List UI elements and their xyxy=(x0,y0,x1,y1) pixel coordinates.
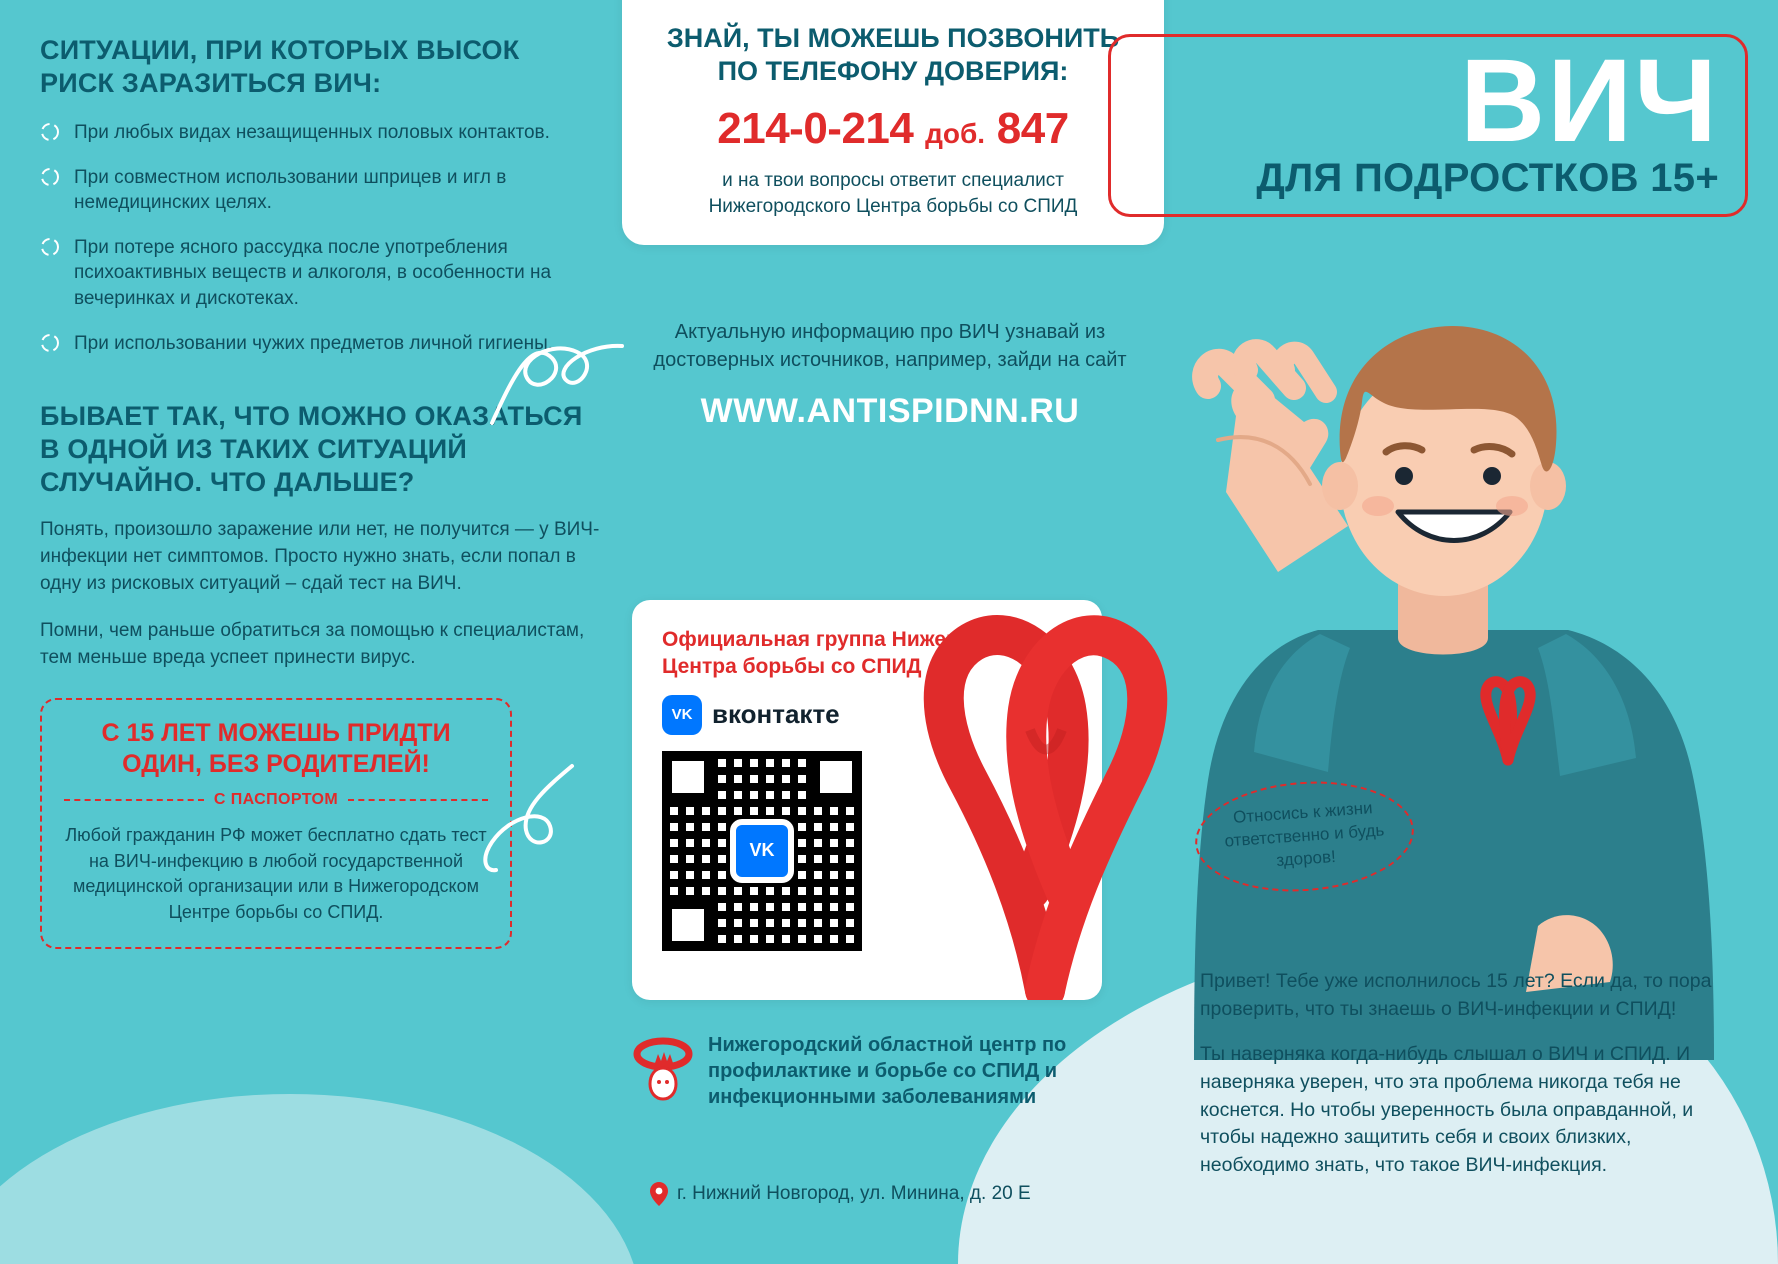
squiggle-decoration-left xyxy=(482,318,652,438)
page-subtitle: ДЛЯ ПОДРОСТКОВ 15+ xyxy=(1256,155,1719,200)
accident-paragraph-2: Помни, чем раньше обратиться за помощью к специалистам, тем меньше вреда успеет принести вирус. xyxy=(40,620,585,669)
address-text: г. Нижний Новгород, ул. Минина, д. 20 Е xyxy=(677,1183,1031,1204)
page-title: ВИЧ xyxy=(1460,35,1719,167)
circle-arrows-icon xyxy=(40,333,60,353)
teen-boy-illustration xyxy=(1068,300,1768,1060)
divider-line-left xyxy=(64,799,204,801)
reliable-sources-text: Актуальную информацию про ВИЧ узнавай из достоверных источников, например, зайди на сайт xyxy=(653,321,1127,371)
accident-heading: БЫВАЕТ ТАК, ЧТО МОЖНО ОКАЗАТЬСЯ В ОДНОЙ ИЗ ТАКИХ СИТУАЦИЙ СЛУЧАЙНО. ЧТО ДАЛЬШЕ? xyxy=(40,401,583,498)
qr-corner-icon xyxy=(662,899,714,951)
free-test-body: Любой гражданин РФ может бесплатно сдать тест на ВИЧ-инфекцию в любой государственной медицинской организации или в Нижегородском Центре борьбы со СПИД. xyxy=(65,825,487,922)
squiggle-decoration-lower xyxy=(452,760,582,880)
passport-label: С ПАСПОРТОМ xyxy=(213,791,339,809)
passport-divider xyxy=(64,791,488,809)
list-item-label: При потере ясного рассудка после употребления психоактивных веществ и алкоголя, в особенности на вечеринках и дискотеках. xyxy=(74,236,552,310)
list-item-label: При совместном использовании шприцев и игл в немедицинских целях. xyxy=(74,166,507,214)
vk-brand-row xyxy=(662,695,1072,735)
vk-group-title: Официальная группа Нижегородского Центра борьбы со СПИД xyxy=(662,628,1062,679)
list-item xyxy=(40,120,600,146)
circle-arrows-icon xyxy=(40,122,60,142)
hotline-number-row xyxy=(652,104,1134,154)
list-item-label: При любых видах незащищенных половых контактов. xyxy=(74,121,550,143)
qr-center-icon: VK xyxy=(730,819,794,883)
hotline-number: 214-0-214 xyxy=(717,103,914,153)
free-test-callout xyxy=(40,698,512,949)
list-item xyxy=(40,165,600,216)
intro-paragraph-1: Привет! Тебе уже исполнилось 15 лет? Если да, то пора проверить, что ты знаешь о ВИЧ-инфекции и СПИД! xyxy=(1200,970,1712,1020)
hotline-ext-word: доб. xyxy=(925,117,986,149)
intro-paragraph-2: Ты наверняка когда-нибудь слышал о ВИЧ и СПИД. И наверняка уверен, что эта проблема никогда тебя не коснется. Но чтобы уверенность была оправданной, и чтобы надежно защитить себя и своих близких, необходимо знать, что такое ВИЧ-инфекция. xyxy=(1200,1043,1694,1177)
accident-paragraph-1: Понять, произошло заражение или нет, не получится — у ВИЧ-инфекции нет симптомов. Просто нужно знать, если попал в одну из рисковых ситуаций – сдай тест на ВИЧ. xyxy=(40,519,600,595)
deer-emblem-icon xyxy=(632,1032,694,1104)
circle-arrows-icon xyxy=(40,237,60,257)
qr-code[interactable] xyxy=(662,751,862,951)
poster-title-box xyxy=(1108,34,1748,217)
free-test-title: С 15 ЛЕТ МОЖЕШЬ ПРИДТИ ОДИН, БЕЗ РОДИТЕЛЕЙ! xyxy=(101,719,451,778)
hotline-card xyxy=(622,0,1164,245)
website-url[interactable]: WWW.ANTISPIDNN.RU xyxy=(700,392,1080,430)
hotline-heading: ЗНАЙ, ТЫ МОЖЕШЬ ПОЗВОНИТЬ ПО ТЕЛЕФОНУ ДОВЕРИЯ: xyxy=(666,23,1120,86)
location-pin-icon xyxy=(650,1182,668,1206)
list-item xyxy=(40,235,600,312)
organization-block xyxy=(632,1032,1132,1110)
vk-group-card[interactable] xyxy=(632,600,1102,1000)
hotline-note: и на твои вопросы ответит специалист Нижегородского Центра борьбы со СПИД xyxy=(708,169,1078,217)
list-item-label: При использовании чужих предметов личной гигиены. xyxy=(74,332,554,354)
wave-decoration-bottom xyxy=(0,1094,640,1264)
circle-arrows-icon xyxy=(40,167,60,187)
address-row xyxy=(650,1182,1031,1206)
risk-heading: СИТУАЦИИ, ПРИ КОТОРЫХ ВЫСОК РИСК ЗАРАЗИТЬСЯ ВИЧ: xyxy=(40,35,520,98)
hotline-ext-number: 847 xyxy=(996,103,1069,153)
vk-label: вконтакте xyxy=(712,699,840,730)
speech-bubble-text: Относись к жизни ответственно и будь здоров! xyxy=(1223,798,1385,870)
vk-icon: VK xyxy=(662,695,702,735)
organization-name: Нижегородский областной центр по профилактике и борьбе со СПИД и инфекционными заболеваниями xyxy=(708,1034,1067,1108)
intro-text-block xyxy=(1200,968,1745,1198)
reliable-sources-block xyxy=(640,318,1140,431)
